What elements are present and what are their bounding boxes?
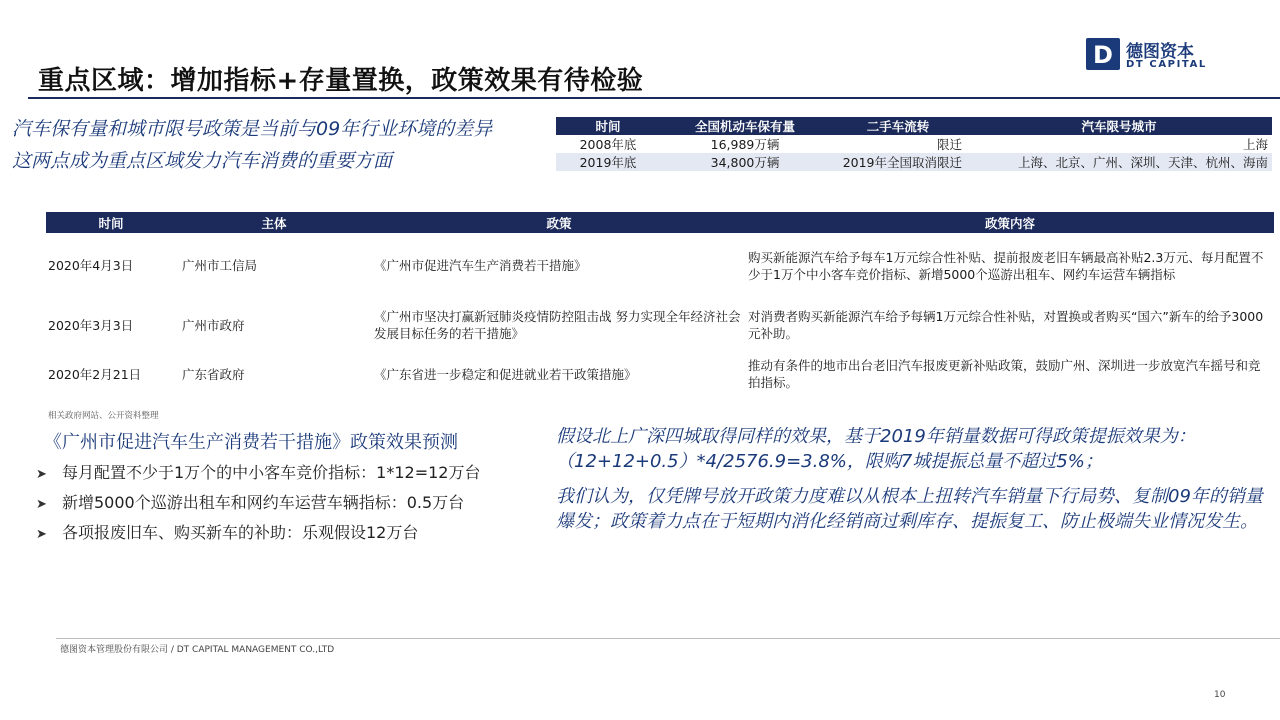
footer-company: 德图资本管理股份有限公司 / DT CAPITAL MANAGEMENT CO.,LTD: [60, 645, 335, 655]
bullet-arrow-icon: ➤: [36, 497, 47, 512]
bullet-text: 每月配置不少于1万个的中小客车竞价指标：1*12=12万台: [62, 463, 481, 482]
column-header: 汽车限号城市: [966, 117, 1272, 135]
policy-table: [46, 212, 1274, 398]
table-header-row: [556, 117, 1272, 135]
intro-line-2: 这两点成为重点区域发力汽车消费的重要方面: [12, 150, 393, 172]
logo-english-name: DT CAPITAL: [1126, 59, 1207, 70]
table-cell: 上海: [966, 135, 1272, 153]
policy-entity: 广州市工信局: [176, 233, 372, 299]
company-logo: [1086, 38, 1236, 72]
column-header: 二手车流转: [830, 117, 966, 135]
source-note: 相关政府网站、公开资料整理: [48, 411, 159, 421]
column-header: 全国机动车保有量: [660, 117, 830, 135]
table-cell: 34,800万辆: [660, 153, 830, 171]
policy-name: 《广州市促进汽车生产消费若干措施》: [372, 233, 746, 299]
logo-mark: [1086, 38, 1120, 70]
table-cell: 2008年底: [556, 135, 660, 153]
forecast-bullet: [36, 460, 481, 483]
policy-name: 《广州市坚决打赢新冠肺炎疫情防控阻击战 努力实现全年经济社会发展目标任务的若干措施》: [372, 299, 746, 351]
bullet-text: 各项报废旧车、购买新车的补助：乐观假设12万台: [62, 523, 419, 542]
conclusion-paragraph-1: 假设北上广深四城取得同样的效果，基于2019年销量数据可得政策提振效果为：（12+12+0.5）*4/2576.9=3.8%，限购7城提振总量不超过5%；: [556, 426, 1196, 472]
policy-date: 2020年2月21日: [46, 351, 176, 397]
policy-content: 购买新能源汽车给予每车1万元综合性补贴、提前报废老旧车辆最高补贴2.3万元、每月配置不少于1万个中小客车竞价指标、新增5000个巡游出租车、网约车运营车辆指标: [746, 233, 1274, 299]
table-header-row: [46, 212, 1274, 233]
page-number: 10: [1214, 690, 1226, 700]
conclusion-paragraph-2: 我们认为，仅凭牌号放开政策力度难以从根本上扭转汽车销量下行局势、复制09年的销量爆发；政策着力点在于短期内消化经销商过剩库存、提振复工、防止极端失业情况发生。: [556, 486, 1263, 532]
comparison-table: [556, 117, 1272, 171]
table-row: [556, 153, 1272, 171]
policy-date: 2020年4月3日: [46, 233, 176, 299]
policy-entity: 广州市政府: [176, 299, 372, 351]
logo-chinese-name: 德图资本: [1126, 42, 1194, 62]
column-header: 政策内容: [746, 212, 1274, 233]
policy-content: 对消费者购买新能源汽车给予每辆1万元综合性补贴，对置换或者购买“国六”新车的给予3000元补助。: [746, 299, 1274, 351]
bullet-arrow-icon: ➤: [36, 527, 47, 542]
column-header: 政策: [372, 212, 746, 233]
policy-name: 《广东省进一步稳定和促进就业若干政策措施》: [372, 351, 746, 397]
policy-date: 2020年3月3日: [46, 299, 176, 351]
table-cell: 16,989万辆: [660, 135, 830, 153]
page-title: 重点区域：增加指标+存量置换，政策效果有待检验: [38, 66, 644, 96]
table-cell: 2019年底: [556, 153, 660, 171]
column-header: 时间: [556, 117, 660, 135]
table-row: [556, 135, 1272, 153]
policy-content: 推动有条件的地市出台老旧汽车报废更新补贴政策，鼓励广州、深圳进一步放宽汽车摇号和竞拍指标。: [746, 351, 1274, 397]
title-divider: [28, 97, 1280, 99]
table-row: [46, 299, 1274, 351]
footer-divider: [56, 638, 1280, 639]
intro-line-1: 汽车保有量和城市限号政策是当前与09年行业环境的差异: [12, 118, 493, 140]
column-header: 主体: [176, 212, 372, 233]
table-row: [46, 233, 1274, 299]
table-row: [46, 351, 1274, 397]
table-cell: 上海、北京、广州、深圳、天津、杭州、海南: [966, 153, 1272, 171]
policy-entity: 广东省政府: [176, 351, 372, 397]
forecast-bullet: [36, 520, 418, 543]
table-cell: 限迁: [830, 135, 966, 153]
logo-letter: D: [1093, 41, 1113, 69]
table-cell: 2019年全国取消限迁: [830, 153, 966, 171]
column-header: 时间: [46, 212, 176, 233]
bullet-text: 新增5000个巡游出租车和网约车运营车辆指标：0.5万台: [62, 493, 465, 512]
forecast-title: 《广州市促进汽车生产消费若干措施》政策效果预测: [44, 432, 458, 453]
forecast-bullet: [36, 490, 464, 513]
bullet-arrow-icon: ➤: [36, 467, 47, 482]
